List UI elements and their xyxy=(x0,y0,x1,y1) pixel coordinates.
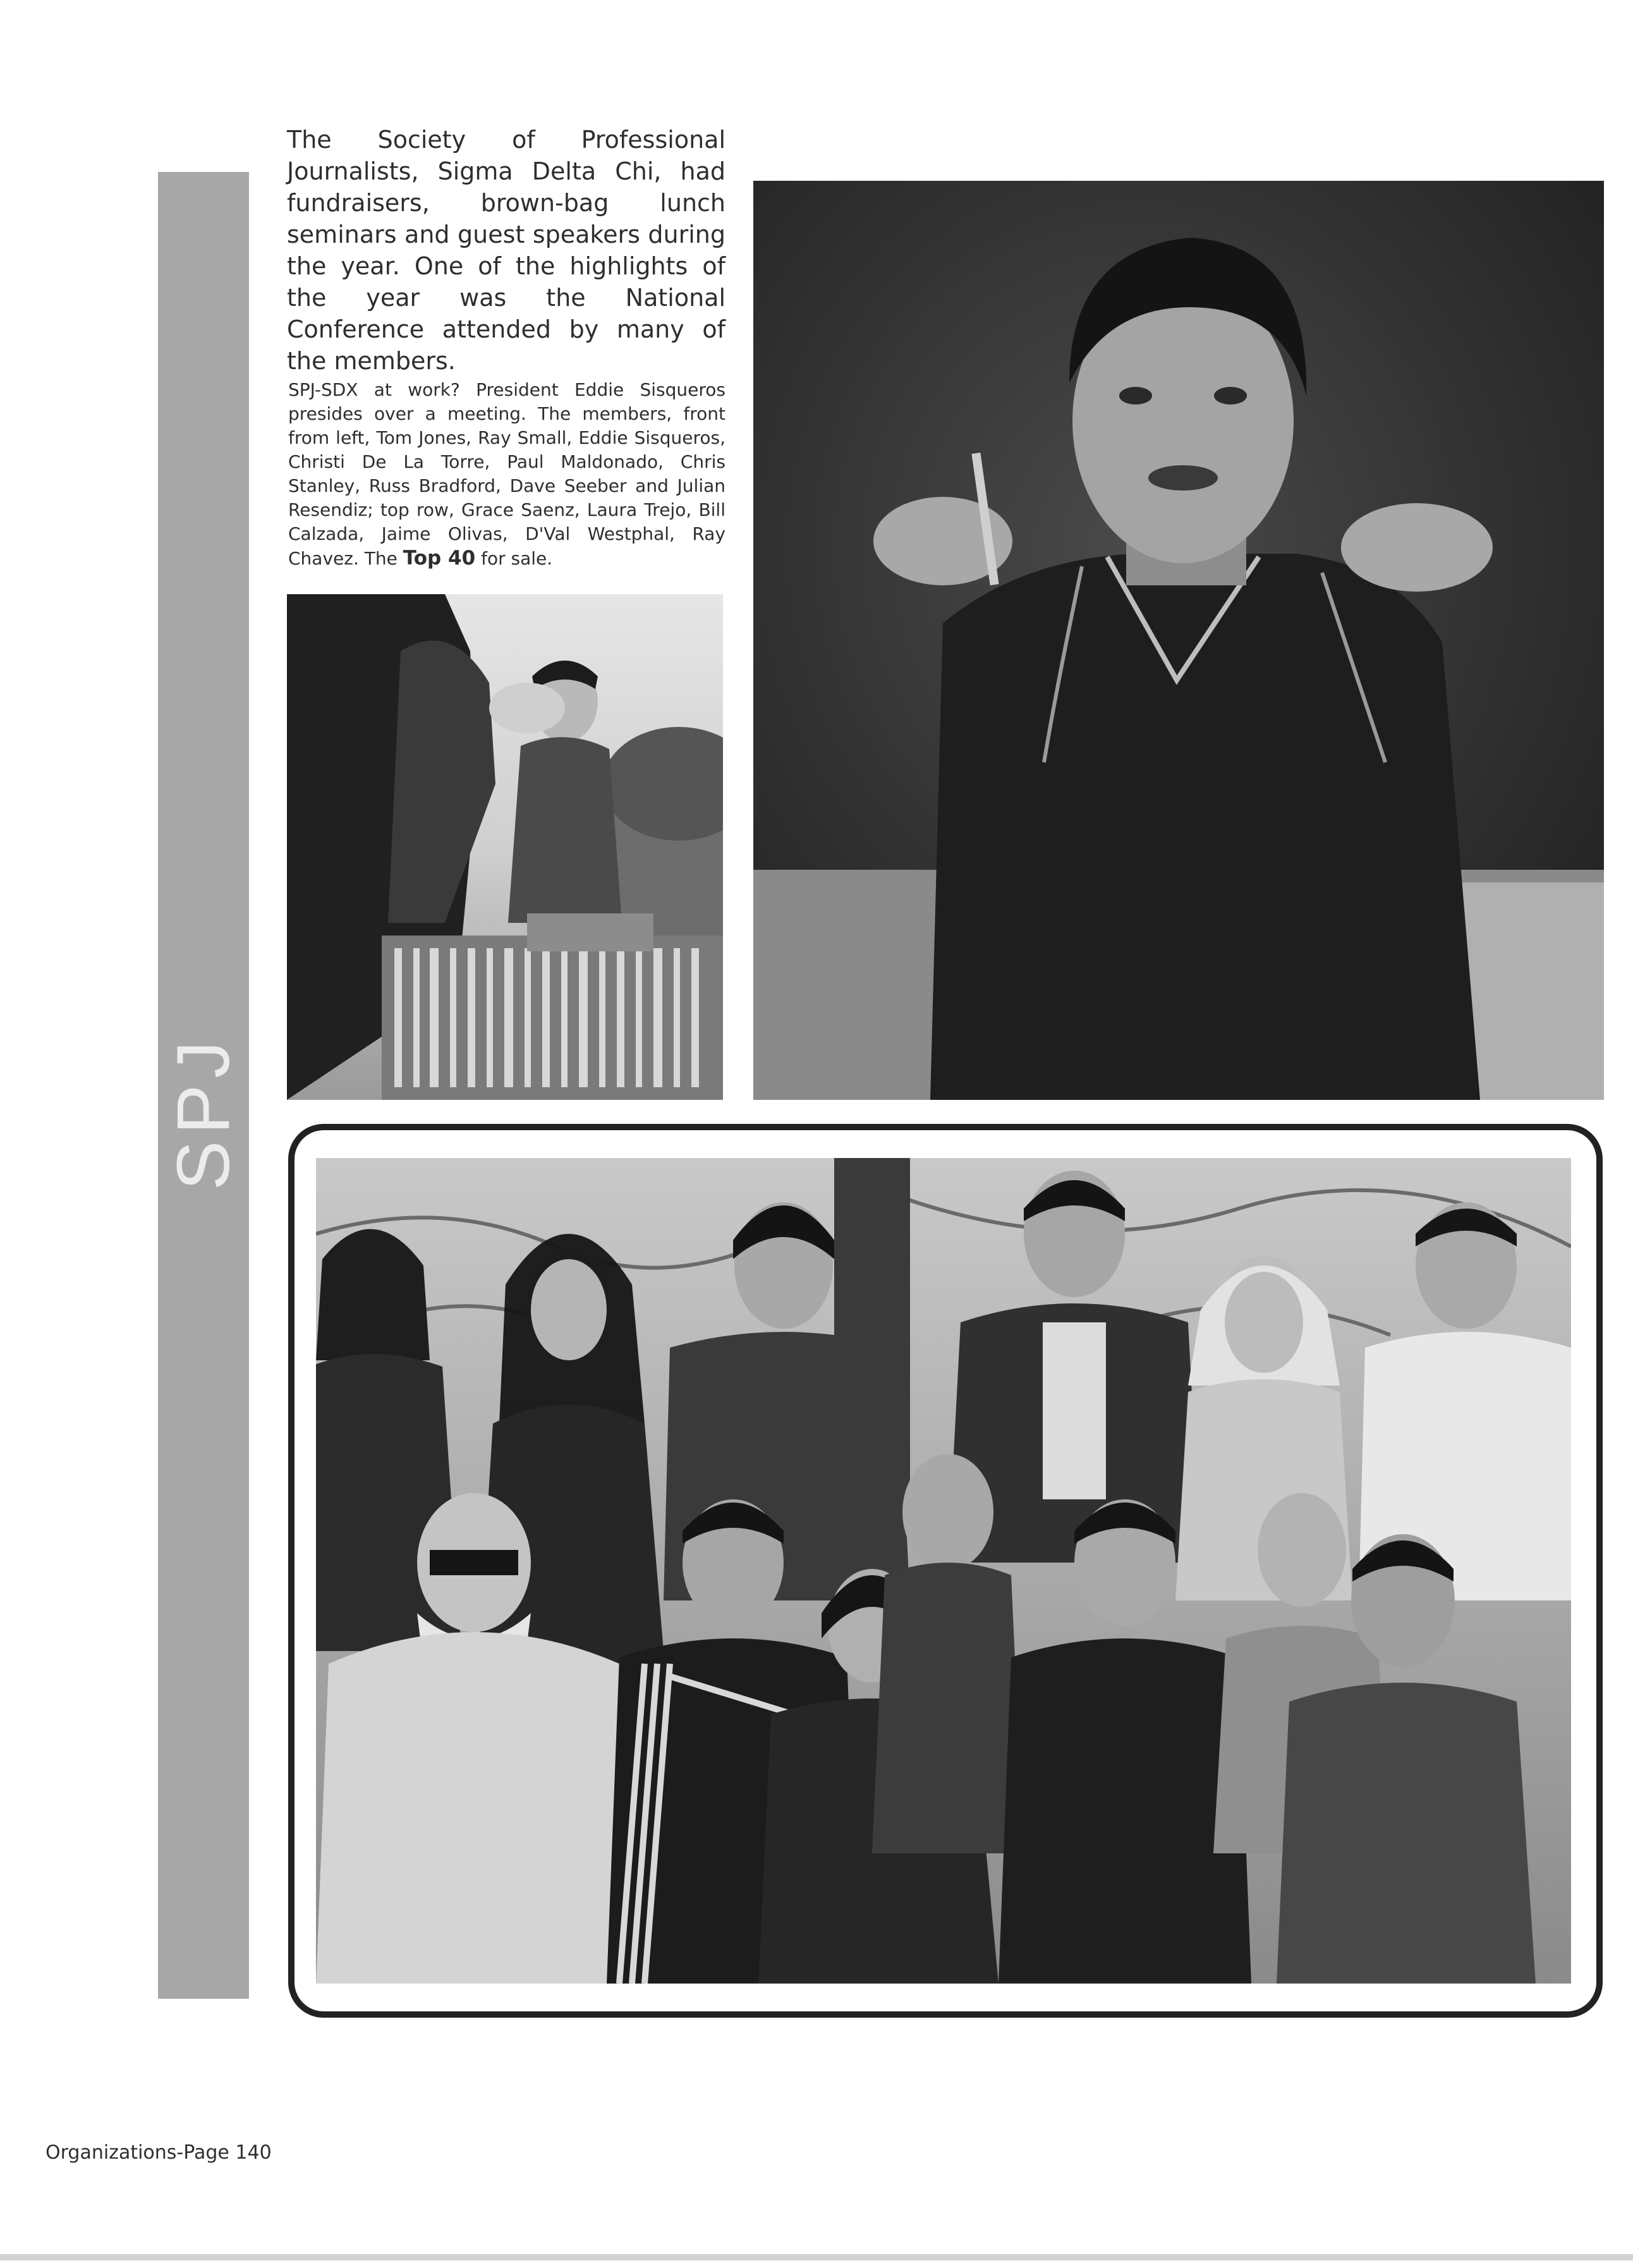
caption-text: SPJ-SDX at work? President Eddie Sisqueros presides over a meeting. The members, front from left, Tom Jones, Ray Small, Eddie Sisqueros, Christi De La Torre, Paul Maldonado, Chris Stanley, Russ Bradford, Dave Seeber and Julian Resendiz; top row, Grace Saenz, Laura Trejo, Bill Calzada, Jaime Olivas, D'Val Westphal, Ray Chavez. The xyxy=(288,379,725,569)
page-folio: Organizations-Page 140 xyxy=(46,2142,272,2164)
group-photo xyxy=(316,1158,1571,1984)
photo-caption xyxy=(288,378,725,571)
section-label: SPJ xyxy=(162,1034,245,1191)
caption-end-text: for sale. xyxy=(475,548,553,569)
caption-bold-text: Top 40 xyxy=(403,547,476,570)
record-sale-photo xyxy=(287,594,723,1100)
intro-paragraph: The Society of Professional Journalists, Sigma Delta Chi, had fundraisers, brown-bag lunch seminars and guest speakers during the year. One of the highlights of the year was the National Conference attended by many of the members. xyxy=(287,126,725,375)
bottom-rule xyxy=(0,2254,1633,2260)
speaker-portrait-photo xyxy=(753,181,1604,1100)
